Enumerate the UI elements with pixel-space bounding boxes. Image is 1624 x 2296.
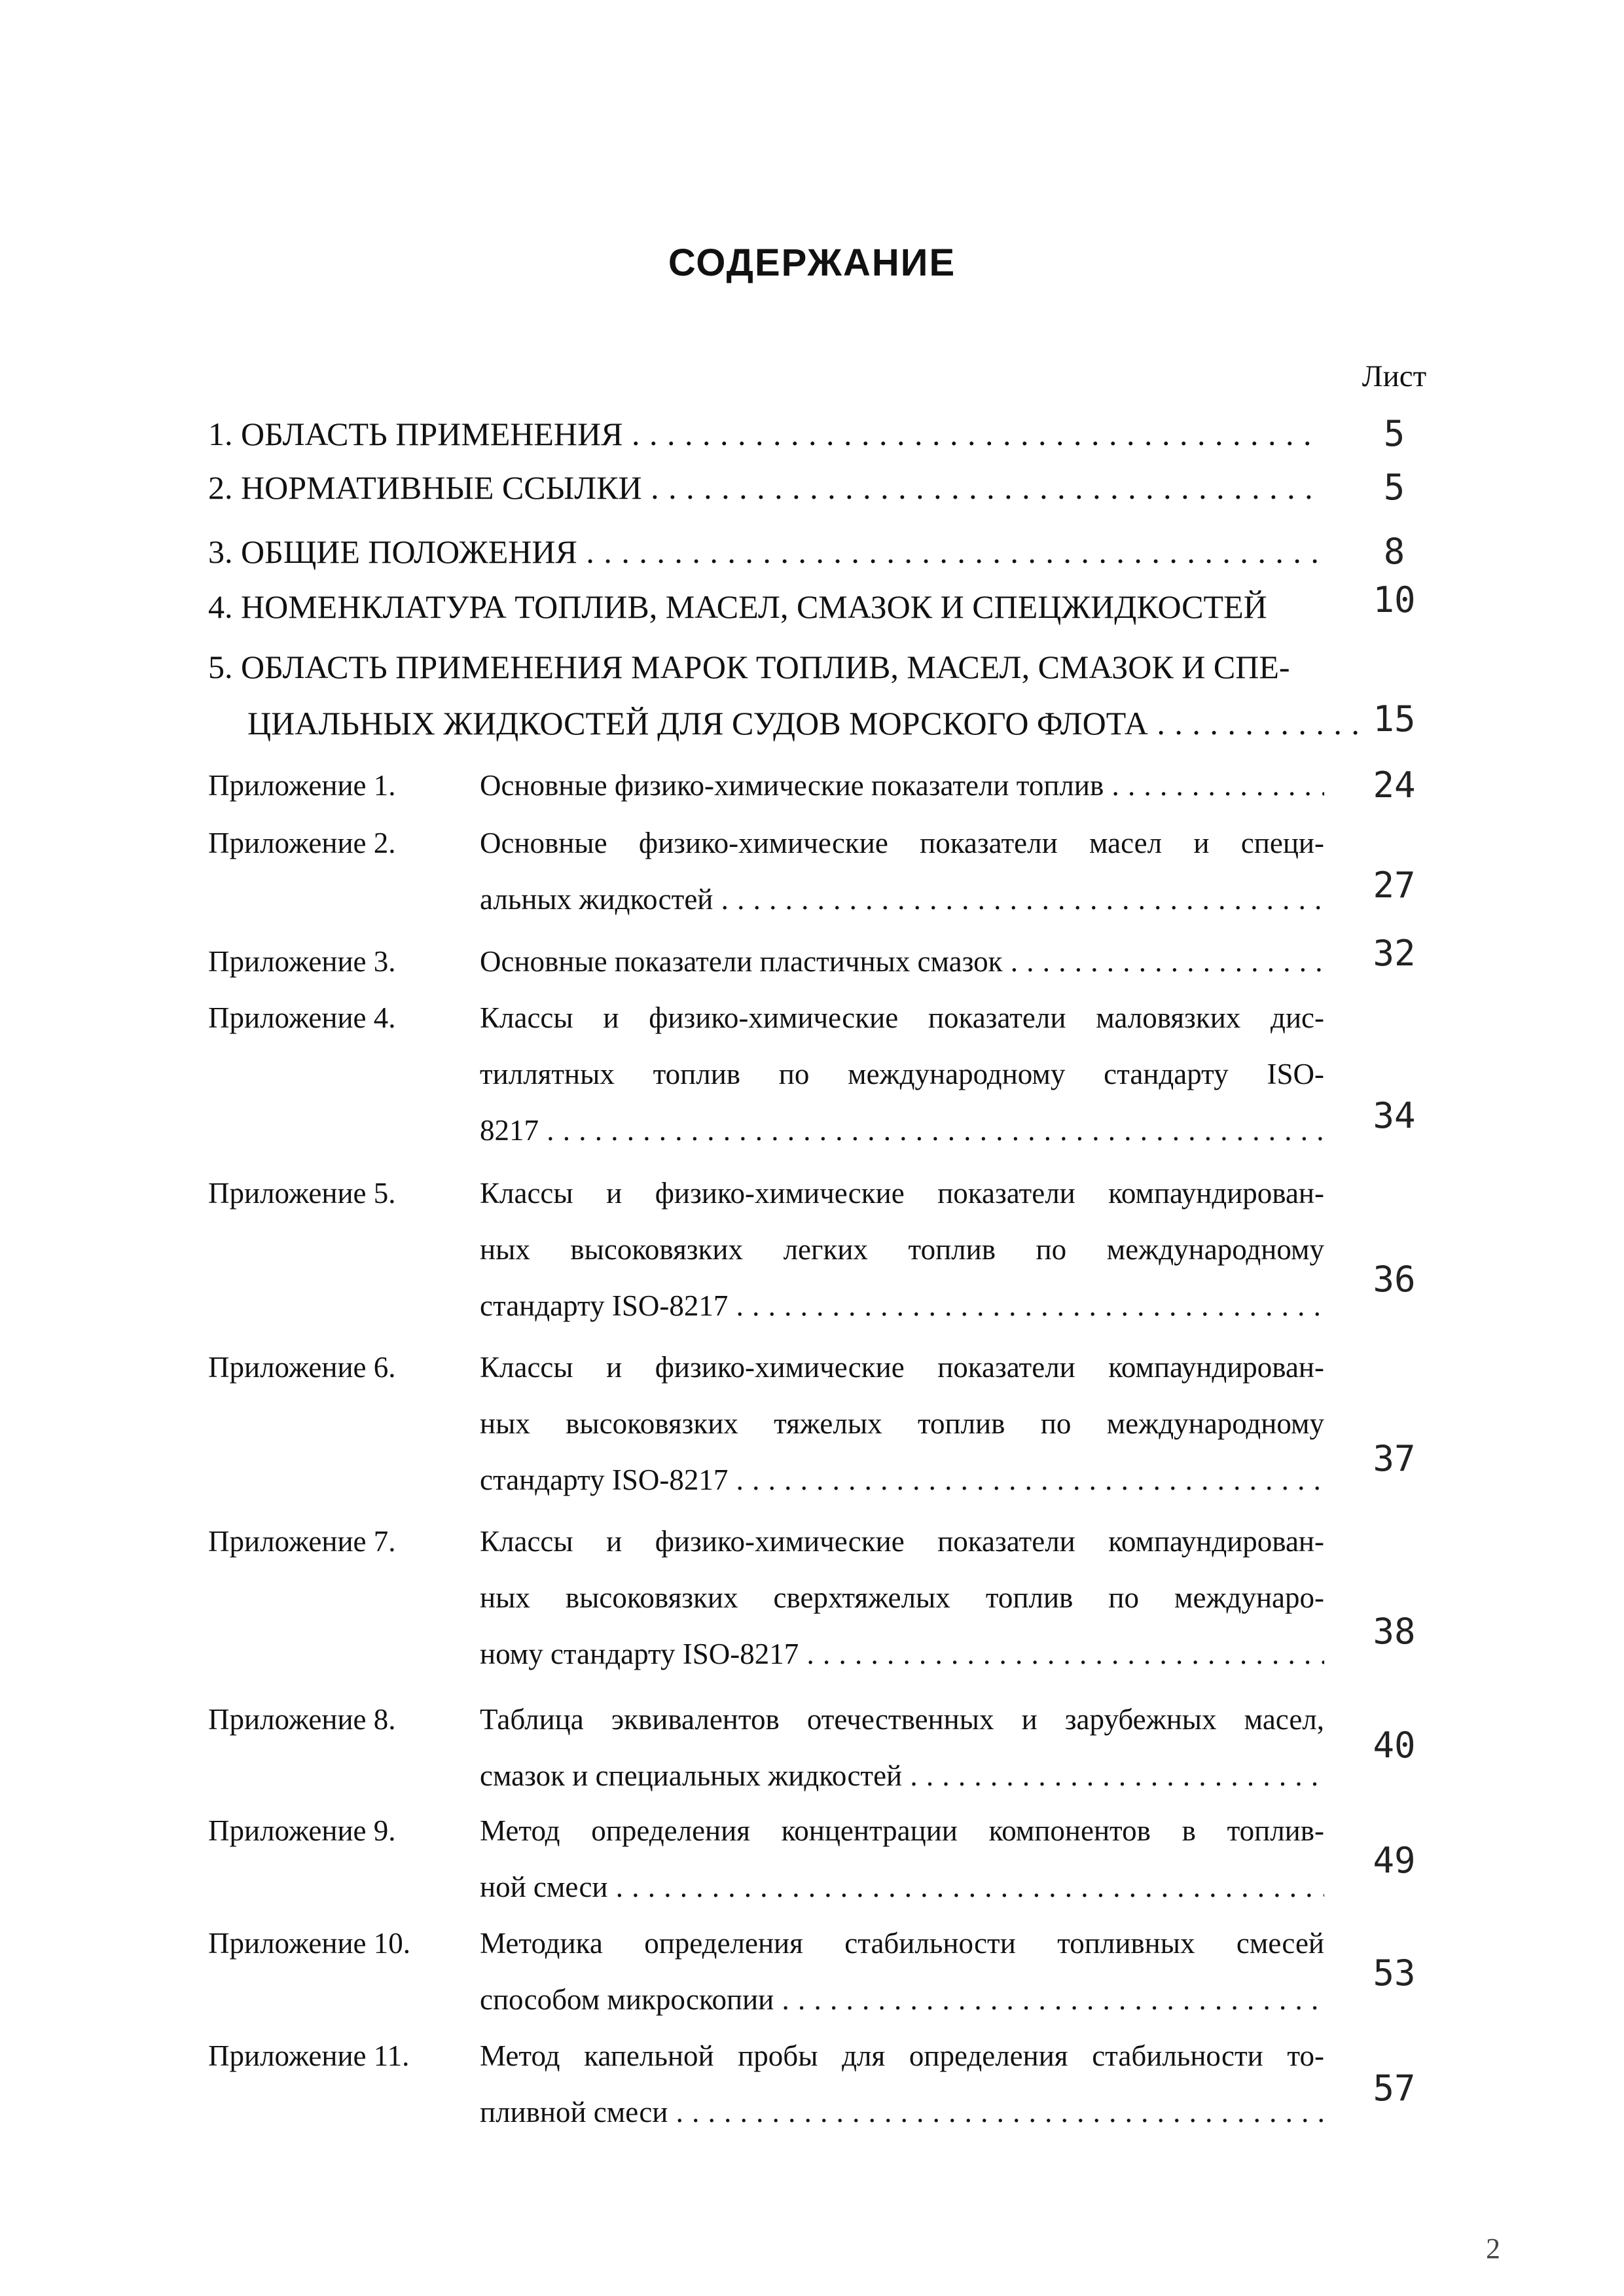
toc-page-2: 5	[1383, 467, 1405, 508]
appendix-7-line-1: Классы и физико-химические показатели компаундирован-	[480, 1525, 1324, 1558]
appendix-7-line-3: ному стандарту ISO-8217 . . .	[480, 1626, 1324, 1682]
appendix-6-line-1: Классы и физико-химические показатели компаундирован-	[480, 1351, 1324, 1384]
appendix-label-3: Приложение 3.	[208, 945, 396, 978]
appendix-page-10: 53	[1373, 1952, 1416, 1994]
appendix-label-6: Приложение 6.	[208, 1351, 396, 1384]
appendix-page-8: 40	[1373, 1725, 1416, 1766]
appendix-11-line-1: Метод капельной пробы для определения стабильности то-	[480, 2039, 1324, 2072]
appendix-8-line-1: Таблица эквивалентов отечественных и зарубежных масел,	[480, 1703, 1324, 1736]
appendix-page-4: 34	[1373, 1095, 1416, 1136]
appendix-7-line-2: ных высоковязких сверхтяжелых топлив по междунаро-	[480, 1581, 1324, 1614]
appendix-4-line-3: 8217 . . .	[480, 1102, 1324, 1158]
appendix-10-line-1: Методика определения стабильности топливных смесей	[480, 1927, 1324, 1960]
appendix-6-line-3: стандарту ISO-8217 . . .	[480, 1452, 1324, 1508]
appendix-11-line-2: пливной смеси . . .	[480, 2084, 1324, 2140]
appendix-page-3: 32	[1373, 933, 1416, 974]
page-title: СОДЕРЖАНИЕ	[668, 242, 956, 284]
appendix-label-10: Приложение 10.	[208, 1927, 411, 1960]
appendix-5-line-3: стандарту ISO-8217 . . .	[480, 1278, 1324, 1334]
appendix-10-line-2: способом микроскопии . . .	[480, 1971, 1324, 2028]
appendix-1-line-1: Основные физико-химические показатели топлив . . .	[480, 757, 1324, 814]
appendix-4-line-1: Классы и физико-химические показатели маловязких дис-	[480, 1001, 1324, 1034]
appendix-page-11: 57	[1373, 2068, 1416, 2109]
appendix-page-1: 24	[1373, 764, 1416, 806]
appendix-3-line-1: Основные показатели пластичных смазок . . .	[480, 933, 1324, 990]
appendix-4-line-2: тиллятных топлив по международному стандарту ISO-	[480, 1058, 1324, 1090]
appendix-label-8: Приложение 8.	[208, 1703, 396, 1736]
appendix-label-9: Приложение 9.	[208, 1814, 396, 1847]
appendix-9-line-1: Метод определения концентрации компонентов в топлив-	[480, 1814, 1324, 1847]
toc-page-5: 15	[1373, 698, 1416, 740]
appendix-label-4: Приложение 4.	[208, 1001, 396, 1034]
appendix-9-line-2: ной смеси . . .	[480, 1859, 1324, 1915]
appendix-label-7: Приложение 7.	[208, 1525, 396, 1558]
appendix-page-9: 49	[1373, 1840, 1416, 1881]
appendix-label-5: Приложение 5.	[208, 1177, 396, 1210]
toc-section-2: 2. НОРМАТИВНЫЕ ССЫЛКИ . . .	[208, 459, 1321, 516]
appendix-5-line-2: ных высоковязких легких топлив по международному	[480, 1233, 1324, 1266]
appendix-label-11: Приложение 11.	[208, 2039, 410, 2072]
toc-section-4: 4. НОМЕНКЛАТУРА ТОПЛИВ, МАСЕЛ, СМАЗОК И СПЕЦЖИДКОСТЕЙ	[208, 588, 1267, 625]
appendix-8-line-2: смазок и специальных жидкостей . . .	[480, 1748, 1324, 1804]
appendix-label-1: Приложение 1.	[208, 769, 396, 802]
toc-page-3: 8	[1383, 531, 1405, 572]
toc-section-3: 3. ОБЩИЕ ПОЛОЖЕНИЯ . . .	[208, 524, 1321, 580]
appendix-page-5: 36	[1373, 1259, 1416, 1300]
appendix-label-2: Приложение 2.	[208, 827, 396, 859]
toc-section-5-line-2: ЦИАЛЬНЫХ ЖИДКОСТЕЙ ДЛЯ СУДОВ МОРСКОГО ФЛОТА . . .	[247, 695, 1360, 751]
appendix-6-line-2: ных высоковязких тяжелых топлив по международному	[480, 1407, 1324, 1440]
page-number-mark: 2	[1486, 2233, 1500, 2265]
toc-section-1: 1. ОБЛАСТЬ ПРИМЕНЕНИЯ . . .	[208, 406, 1321, 462]
sheet-column-header: Лист	[1362, 359, 1427, 393]
toc-page-4: 10	[1373, 579, 1416, 620]
toc-page-1: 5	[1383, 413, 1405, 454]
appendix-page-2: 27	[1373, 865, 1416, 906]
appendix-page-7: 38	[1373, 1611, 1416, 1652]
appendix-page-6: 37	[1373, 1438, 1416, 1479]
appendix-2-line-1: Основные физико-химические показатели масел и специ-	[480, 827, 1324, 859]
toc-section-5-line-1: 5. ОБЛАСТЬ ПРИМЕНЕНИЯ МАРОК ТОПЛИВ, МАСЕЛ, СМАЗОК И СПЕ-	[208, 649, 1290, 685]
appendix-2-line-2: альных жидкостей . . .	[480, 871, 1324, 927]
appendix-5-line-1: Классы и физико-химические показатели компаундирован-	[480, 1177, 1324, 1210]
